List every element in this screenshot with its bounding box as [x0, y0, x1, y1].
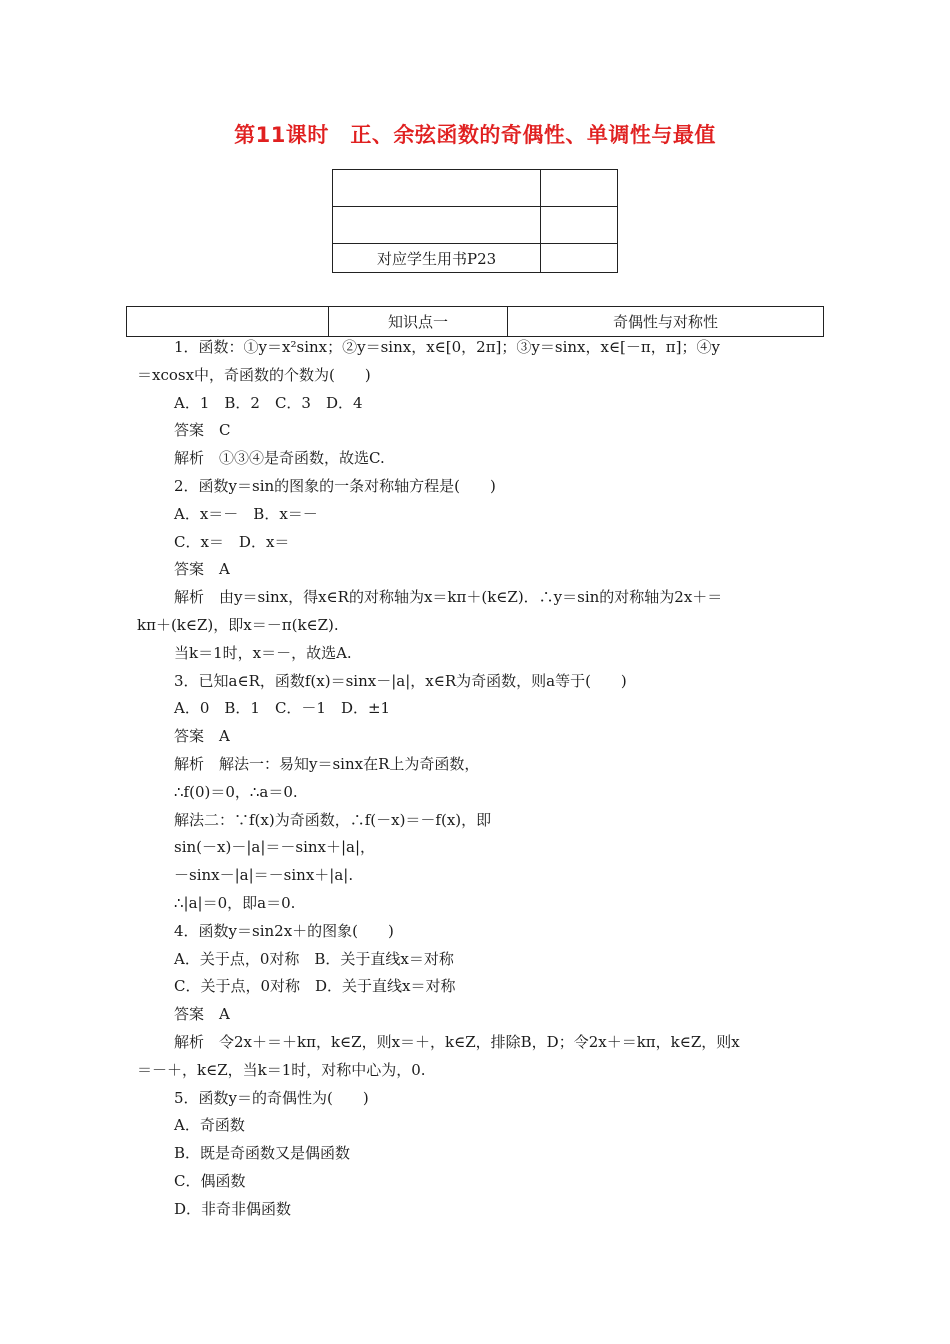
question-4-answer: 答案 A — [174, 1005, 230, 1024]
question-5-option: A．奇函数 — [174, 1116, 245, 1135]
question-3-explanation: ∴|a|＝0，即a＝0. — [174, 893, 296, 912]
section-bar — [126, 306, 824, 337]
question-3-line: 3．已知a∈R，函数f(x)＝sinx－|a|，x∈R为奇函数，则a等于( ) — [174, 671, 627, 690]
question-2-line: 2．函数y＝sin的图象的一条对称轴方程是( ) — [174, 476, 496, 495]
question-1-explanation: 解析 ①③④是奇函数，故选C. — [174, 449, 385, 468]
question-5-option: C．偶函数 — [174, 1171, 246, 1190]
question-1-line: ＝xcosx中，奇函数的个数为( ) — [137, 365, 371, 384]
question-4-explanation: 解析 令2x＋＝＋kπ，k∈Z，则x＝＋，k∈Z，排除B，D；令2x＋＝kπ，k∈Z，则x — [174, 1032, 740, 1051]
knowledge-point-label: 知识点一 — [329, 307, 508, 337]
question-3-explanation: 解法二：∵f(x)为奇函数，∴f(－x)＝－f(x)，即 — [174, 810, 492, 829]
header-table — [332, 169, 618, 273]
header-cell — [541, 207, 618, 244]
header-cell — [541, 244, 618, 273]
question-2-options: A．x＝－ B．x＝－ — [174, 504, 318, 523]
question-2-explanation: kπ＋(k∈Z)，即x＝－π(k∈Z). — [137, 615, 339, 634]
lesson-title: 第11课时 正、余弦函数的奇偶性、单调性与最值 — [234, 123, 716, 147]
question-4-line: 4．函数y＝sin2x＋的图象( ) — [174, 921, 394, 940]
question-1-options: A．1 B．2 C．3 D．4 — [174, 393, 363, 412]
question-3-explanation: －sinx－|a|＝－sinx＋|a|. — [174, 866, 354, 885]
section-topic: 奇偶性与对称性 — [508, 307, 824, 337]
question-3-options: A．0 B．1 C．－1 D．±1 — [174, 699, 391, 718]
question-5-line: 5．函数y＝的奇偶性为( ) — [174, 1088, 369, 1107]
question-5-option: B．既是奇函数又是偶函数 — [174, 1144, 351, 1163]
question-4-explanation: ＝－＋，k∈Z，当k＝1时，对称中心为，0. — [137, 1060, 426, 1079]
question-4-options: C．关于点，0对称 D．关于直线x＝对称 — [174, 977, 456, 996]
header-cell — [333, 207, 541, 244]
question-2-options: C．x＝ D．x＝ — [174, 532, 290, 551]
question-3-answer: 答案 A — [174, 727, 230, 746]
question-2-explanation: 解析 由y＝sinx，得x∈R的对称轴为x＝kπ＋(k∈Z)．∴y＝sin的对称轴为2x＋＝ — [174, 588, 723, 607]
question-1-line: 1．函数：①y＝x²sinx；②y＝sinx，x∈[0，2π]；③y＝sinx，x∈[－π，π]；④y — [174, 338, 720, 356]
question-4-options: A．关于点，0对称 B．关于直线x＝对称 — [174, 949, 454, 968]
question-3-explanation: sin(－x)－|a|＝－sinx＋|a|， — [174, 838, 376, 857]
question-3-explanation: ∴f(0)＝0，∴a＝0. — [174, 782, 298, 801]
question-3-explanation: 解析 解法一：易知y＝sinx在R上为奇函数， — [174, 754, 480, 773]
question-2-answer: 答案 A — [174, 560, 230, 579]
header-cell — [333, 170, 541, 207]
student-book-reference: 对应学生用书P23 — [333, 244, 541, 273]
section-blank-cell — [127, 307, 329, 337]
question-1-answer: 答案 C — [174, 421, 231, 440]
exercise-content — [137, 334, 817, 1224]
header-cell — [541, 170, 618, 207]
question-5-option: D．非奇非偶函数 — [174, 1199, 292, 1218]
question-2-explanation: 当k＝1时，x＝－，故选A. — [174, 643, 352, 662]
